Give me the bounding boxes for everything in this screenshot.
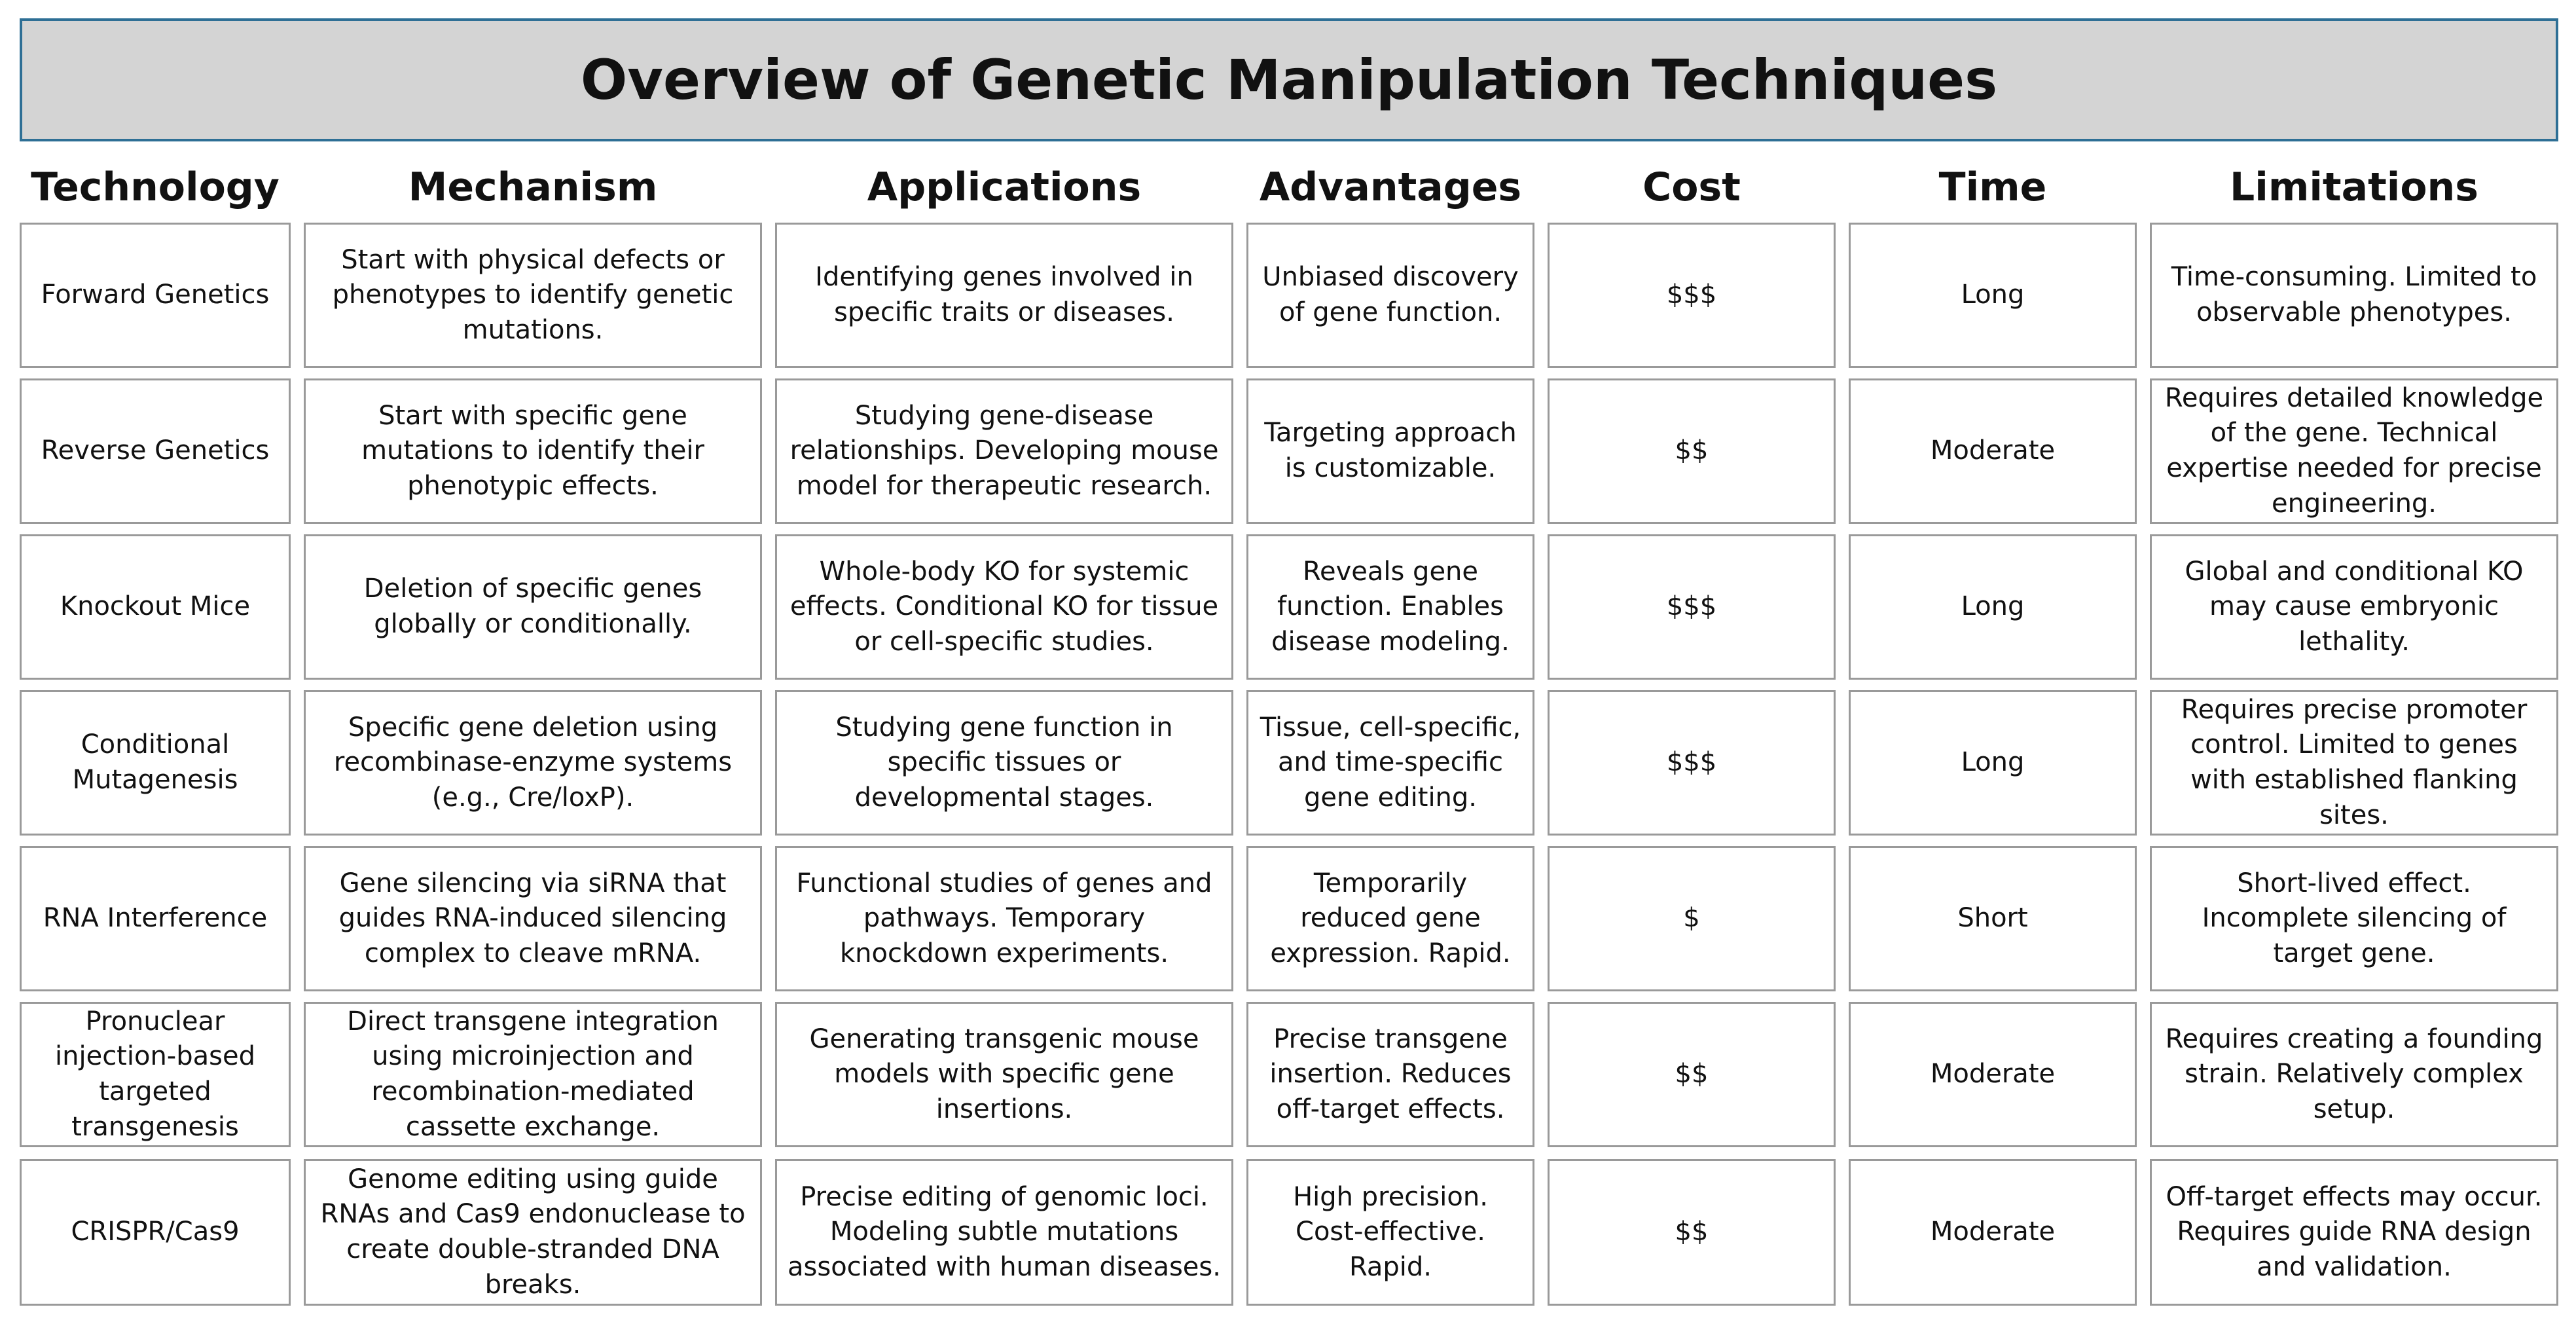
page-title: Overview of Genetic Manipulation Techniques [580, 48, 1998, 112]
cell-cost: $$$ [1548, 223, 1836, 368]
cell-time: Long [1849, 534, 2137, 680]
cell-applications: Generating transgenic mouse models with specific gene insertions. [775, 1002, 1233, 1147]
cell-time: Long [1849, 223, 2137, 368]
cell-technology: Conditional Mutagenesis [20, 690, 291, 836]
cell-advantages: High precision. Cost-effective. Rapid. [1246, 1159, 1534, 1306]
cell-technology: RNA Interference [20, 846, 291, 991]
cell-applications: Precise editing of genomic loci. Modeling subtle mutations associated with human diseases. [775, 1159, 1233, 1306]
cell-time: Moderate [1849, 1159, 2137, 1306]
cell-cost: $$ [1548, 1159, 1836, 1306]
title-banner [20, 18, 2558, 141]
cell-mechanism: Gene silencing via siRNA that guides RNA-induced silencing complex to cleave mRNA. [304, 846, 762, 991]
table-row [0, 690, 2576, 836]
cell-applications: Whole-body KO for systemic effects. Conditional KO for tissue or cell-specific studies. [775, 534, 1233, 680]
cell-advantages: Precise transgene insertion. Reduces off-target effects. [1246, 1002, 1534, 1147]
cell-technology: Pronuclear injection-based targeted transgenesis [20, 1002, 291, 1147]
cell-advantages: Targeting approach is customizable. [1246, 378, 1534, 524]
cell-time: Moderate [1849, 1002, 2137, 1147]
cell-time: Short [1849, 846, 2137, 991]
cell-time: Moderate [1849, 378, 2137, 524]
cell-applications: Identifying genes involved in specific traits or diseases. [775, 223, 1233, 368]
cell-technology: Knockout Mice [20, 534, 291, 680]
table-row [0, 1002, 2576, 1147]
cell-advantages: Reveals gene function. Enables disease modeling. [1246, 534, 1534, 680]
cell-limitations: Time-consuming. Limited to observable phenotypes. [2150, 223, 2558, 368]
cell-cost: $$$ [1548, 534, 1836, 680]
cell-mechanism: Specific gene deletion using recombinase-enzyme systems (e.g., Cre/loxP). [304, 690, 762, 836]
cell-applications: Functional studies of genes and pathways. Temporary knockdown experiments. [775, 846, 1233, 991]
cell-advantages: Temporarily reduced gene expression. Rapid. [1246, 846, 1534, 991]
header-mechanism: Mechanism [408, 164, 658, 210]
cell-cost: $$ [1548, 1002, 1836, 1147]
cell-mechanism: Genome editing using guide RNAs and Cas9 endonuclease to create double-stranded DNA breaks. [304, 1159, 762, 1306]
cell-limitations: Short-lived effect. Incomplete silencing of target gene. [2150, 846, 2558, 991]
cell-limitations: Requires creating a founding strain. Relatively complex setup. [2150, 1002, 2558, 1147]
header-cost: Cost [1642, 164, 1741, 210]
header-time: Time [1938, 164, 2047, 210]
cell-mechanism: Deletion of specific genes globally or conditionally. [304, 534, 762, 680]
cell-applications: Studying gene function in specific tissues or developmental stages. [775, 690, 1233, 836]
cell-technology: Reverse Genetics [20, 378, 291, 524]
header-applications: Applications [867, 164, 1142, 210]
header-advantages: Advantages [1259, 164, 1522, 210]
cell-mechanism: Start with specific gene mutations to identify their phenotypic effects. [304, 378, 762, 524]
cell-cost: $$$ [1548, 690, 1836, 836]
table-row [0, 223, 2576, 368]
header-technology: Technology [31, 164, 280, 210]
cell-mechanism: Start with physical defects or phenotypes to identify genetic mutations. [304, 223, 762, 368]
cell-cost: $ [1548, 846, 1836, 991]
table-row [0, 534, 2576, 680]
cell-limitations: Requires detailed knowledge of the gene. Technical expertise needed for precise engineering. [2150, 378, 2558, 524]
cell-technology: Forward Genetics [20, 223, 291, 368]
cell-mechanism: Direct transgene integration using microinjection and recombination-mediated cassette exchange. [304, 1002, 762, 1147]
cell-limitations: Requires precise promoter control. Limited to genes with established flanking sites. [2150, 690, 2558, 836]
table-header-row [0, 155, 2576, 220]
cell-limitations: Global and conditional KO may cause embryonic lethality. [2150, 534, 2558, 680]
table-row [0, 846, 2576, 991]
cell-limitations: Off-target effects may occur. Requires guide RNA design and validation. [2150, 1159, 2558, 1306]
cell-advantages: Tissue, cell-specific, and time-specific gene editing. [1246, 690, 1534, 836]
cell-time: Long [1849, 690, 2137, 836]
cell-applications: Studying gene-disease relationships. Developing mouse model for therapeutic research. [775, 378, 1233, 524]
header-limitations: Limitations [2230, 164, 2478, 210]
table-row [0, 378, 2576, 524]
table-row [0, 1159, 2576, 1306]
cell-advantages: Unbiased discovery of gene function. [1246, 223, 1534, 368]
cell-cost: $$ [1548, 378, 1836, 524]
cell-technology: CRISPR/Cas9 [20, 1159, 291, 1306]
